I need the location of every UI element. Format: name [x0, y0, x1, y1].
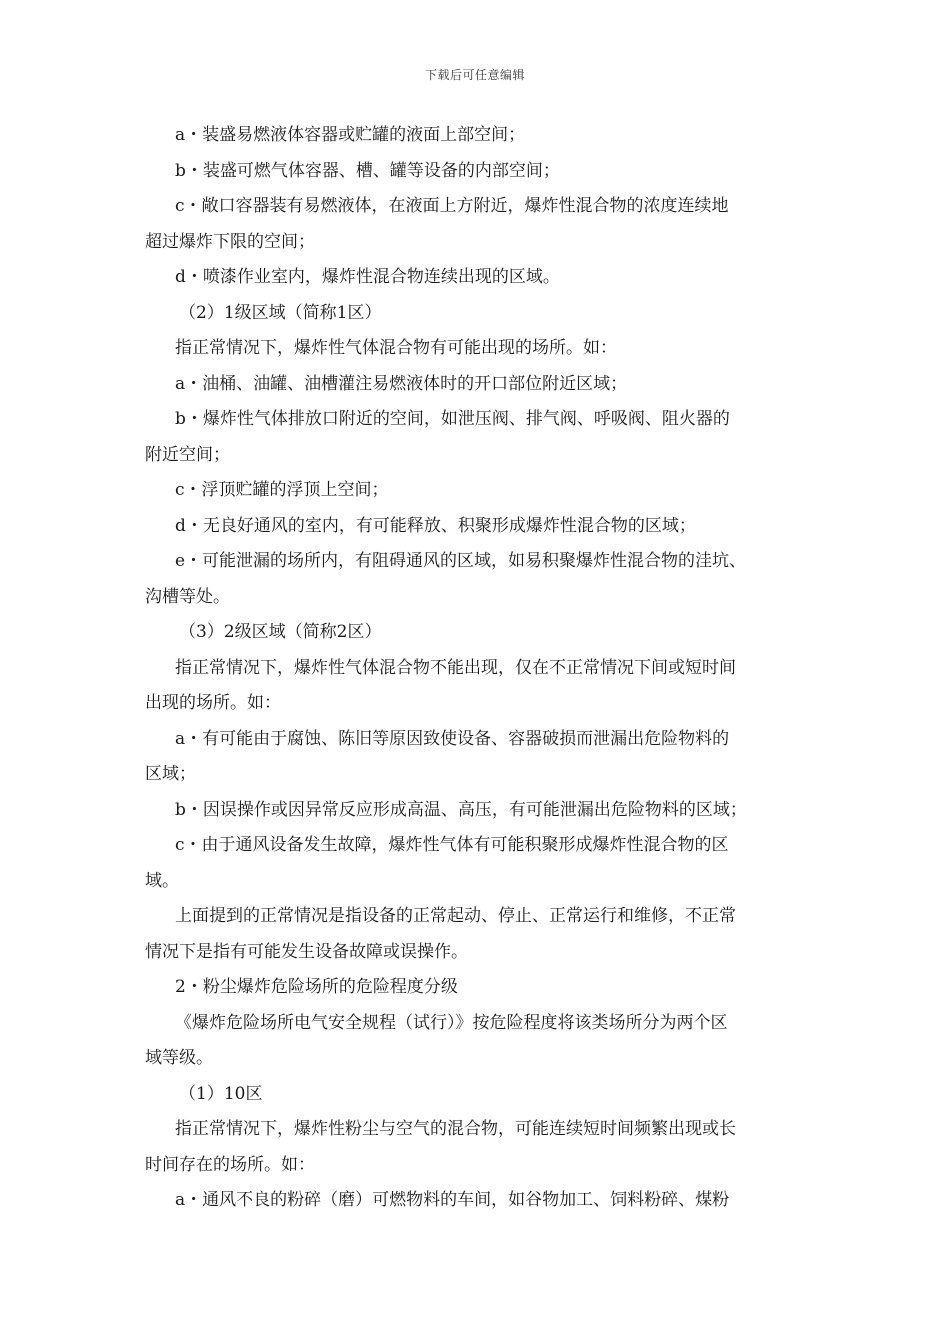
- text-line: c・浮顶贮罐的浮顶上空间；: [175, 480, 389, 500]
- text-line: c・敞口容器装有易燃液体，在液面上方附近，爆炸性混合物的浓度连续地: [175, 196, 729, 216]
- text-line: e・可能泄漏的场所内，有阻碍通风的区域，如易积聚爆炸性混合物的洼坑、: [175, 551, 747, 571]
- text-line: a・通风不良的粉碎（磨）可燃物料的车间，如谷物加工、饲料粉碎、煤粉: [175, 1190, 730, 1210]
- text-line: 情况下是指有可能发生设备故障或误操作。: [145, 941, 468, 962]
- text-line: 超过爆炸下限的空间；: [145, 231, 315, 252]
- text-line: b・因误操作或因异常反应形成高温、高压，有可能泄漏出危险物料的区域；: [175, 799, 747, 820]
- text-line: c・由于通风设备发生故障，爆炸性气体有可能积聚形成爆炸性混合物的区: [175, 835, 729, 855]
- text-line: 沟槽等处。: [145, 586, 230, 607]
- text-line: a・有可能由于腐蚀、陈旧等原因致使设备、容器破损而泄漏出危险物料的: [175, 728, 730, 749]
- text-line: a・装盛易燃液体容器或贮罐的液面上部空间；: [175, 125, 526, 145]
- text-line: b・爆炸性气体排放口附近的空间，如泄压阀、排气阀、呼吸阀、阻火器的: [175, 409, 730, 429]
- text-line: 指正常情况下，爆炸性粉尘与空气的混合物，可能连续短时间频繁出现或长: [175, 1119, 736, 1139]
- text-line: 指正常情况下，爆炸性气体混合物有可能出现的场所。如：: [175, 338, 617, 358]
- text-line: 域。: [145, 870, 179, 891]
- text-line: （1）10区: [179, 1083, 263, 1104]
- page-header: 下载后可任意编辑: [424, 68, 525, 82]
- text-line: 指正常情况下，爆炸性气体混合物不能出现，仅在不正常情况下间或短时间: [175, 657, 736, 678]
- text-line: d・喷漆作业室内，爆炸性混合物连续出现的区域。: [175, 267, 560, 287]
- text-line: b・装盛可燃气体容器、槽、罐等设备的内部空间；: [175, 160, 560, 181]
- text-line: 域等级。: [145, 1048, 213, 1068]
- text-line: 上面提到的正常情况是指设备的正常起动、停止、正常运行和维修，不正常: [175, 906, 736, 926]
- text-line: （3）2级区域（简称2区）: [179, 622, 382, 642]
- text-line: 时间存在的场所。如：: [145, 1154, 315, 1175]
- text-line: a・油桶、油罐、油槽灌注易燃液体时的开口部位附近区域；: [175, 373, 628, 394]
- text-line: d・无良好通风的室内，有可能释放、积聚形成爆炸性混合物的区域；: [175, 515, 696, 536]
- document-body: [145, 118, 811, 1219]
- text-line: 《爆炸危险场所电气安全规程（试行）》按危险程度将该类场所分为两个区: [175, 1012, 728, 1033]
- text-line: 2・粉尘爆炸危险场所的危险程度分级: [175, 977, 458, 997]
- text-line: 出现的场所。如：: [145, 693, 281, 713]
- text-line: 附近空间；: [145, 444, 230, 465]
- text-line: （2）1级区域（简称1区）: [179, 302, 382, 323]
- text-line: 区域；: [145, 764, 196, 784]
